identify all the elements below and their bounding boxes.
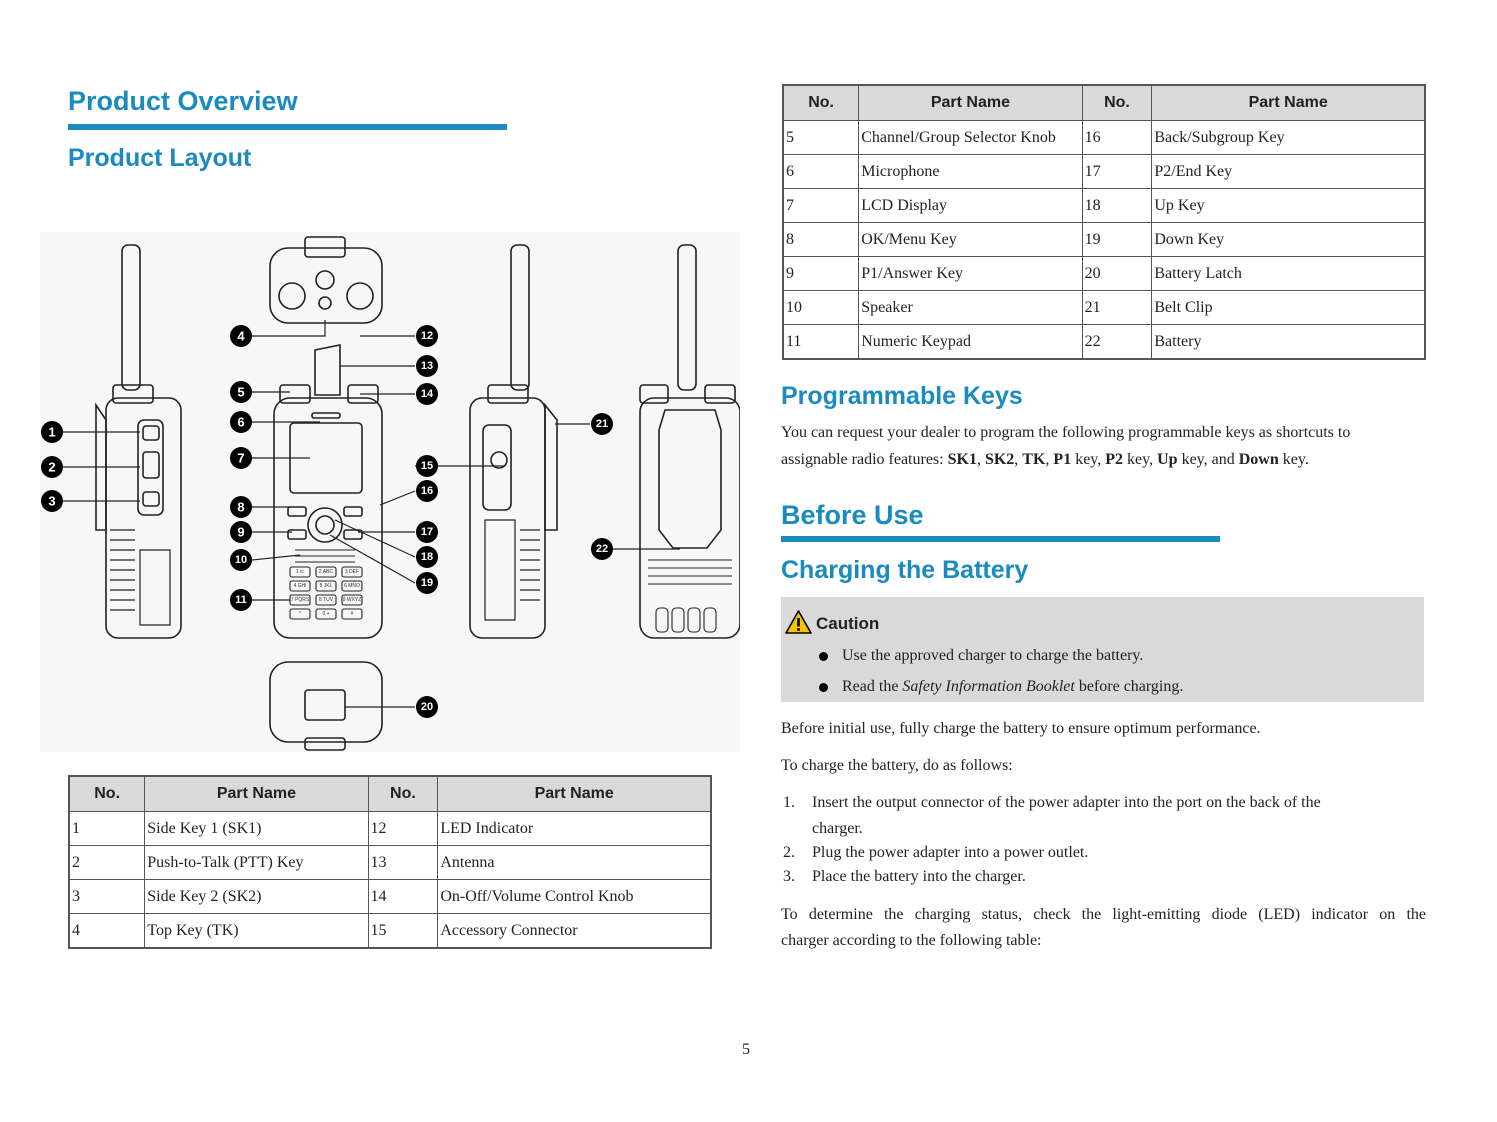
callout-label: 20 bbox=[420, 701, 434, 713]
table-cell: Top Key (TK) bbox=[145, 914, 368, 949]
table-cell: 18 bbox=[1082, 189, 1152, 223]
table-row bbox=[69, 846, 711, 880]
paragraph-initial-use: Before initial use, fully charge the battery to ensure optimum performance. bbox=[781, 720, 1261, 737]
table-row bbox=[783, 223, 1425, 257]
callout-label: 11 bbox=[235, 594, 247, 606]
col-header-no: No. bbox=[368, 776, 438, 812]
table-cell: 11 bbox=[783, 325, 859, 360]
callout-label: * bbox=[299, 611, 301, 617]
caution-bullet: Use the approved charger to charge the battery. bbox=[819, 647, 1143, 665]
callout-label: 10 bbox=[234, 554, 248, 566]
callout-label: 9 bbox=[237, 524, 245, 540]
subsection-title-product-layout: Product Layout bbox=[68, 144, 252, 172]
paragraph-charging-status: To determine the charging status, check the light-emitting diode (LED) indicator on the charger according to the following table: bbox=[781, 906, 1426, 949]
section-rule bbox=[781, 536, 1220, 542]
table-header-row bbox=[69, 776, 711, 812]
callout-label: 1 bbox=[48, 424, 56, 440]
table-cell: 22 bbox=[1082, 325, 1152, 360]
table-cell: Down Key bbox=[1152, 223, 1425, 257]
radio-layout-diagram bbox=[40, 230, 740, 755]
section-title-programmable-keys: Programmable Keys bbox=[781, 382, 1023, 410]
table-cell: Side Key 1 (SK1) bbox=[145, 812, 368, 846]
callout-label: 22 bbox=[595, 543, 609, 555]
table-cell: 1 bbox=[69, 812, 145, 846]
programmable-keys-text: You can request your dealer to program the following programmable keys as shortcuts to assignable radio features: SK1, SK2, TK, P1 key, P2 key, Up key, and Down key. bbox=[781, 424, 1351, 468]
callout-label: 14 bbox=[420, 388, 434, 400]
page-number: 5 bbox=[742, 1041, 750, 1058]
callout-label: 4 bbox=[237, 328, 245, 344]
table-cell: 19 bbox=[1082, 223, 1152, 257]
callout-label: 0 + bbox=[322, 611, 330, 617]
table-cell: 10 bbox=[783, 291, 859, 325]
table-cell: Battery bbox=[1152, 325, 1425, 360]
table-row bbox=[783, 121, 1425, 155]
table-cell: Belt Clip bbox=[1152, 291, 1425, 325]
table-header-row bbox=[783, 85, 1425, 121]
callout-label: 6 bbox=[237, 414, 245, 430]
table-cell: Push-to-Talk (PTT) Key bbox=[145, 846, 368, 880]
table-cell: 9 bbox=[783, 257, 859, 291]
table-row bbox=[69, 880, 711, 914]
table-cell: 4 bbox=[69, 914, 145, 949]
table-row bbox=[783, 189, 1425, 223]
callout-label: 5 JKL bbox=[319, 583, 333, 589]
table-cell: Side Key 2 (SK2) bbox=[145, 880, 368, 914]
table-cell: 12 bbox=[368, 812, 438, 846]
callout-label: 4 GHI bbox=[293, 583, 307, 589]
table-cell: P2/End Key bbox=[1152, 155, 1425, 189]
bullet-icon bbox=[819, 652, 828, 661]
table-cell: OK/Menu Key bbox=[859, 223, 1082, 257]
table-row bbox=[69, 914, 711, 949]
callout-label: 9 WXYZ bbox=[342, 597, 362, 603]
callout-label: 2 ABC bbox=[318, 569, 334, 575]
callout-label: 3 DEF bbox=[344, 569, 360, 575]
table-cell: 7 bbox=[783, 189, 859, 223]
callout-label: 3 bbox=[48, 493, 56, 509]
callout-label: 18 bbox=[420, 551, 434, 563]
table-row bbox=[783, 291, 1425, 325]
table-cell: 20 bbox=[1082, 257, 1152, 291]
caution-box bbox=[781, 597, 1424, 702]
col-header-no: No. bbox=[69, 776, 145, 812]
callout-label: 19 bbox=[420, 577, 434, 589]
table-cell: Speaker bbox=[859, 291, 1082, 325]
table-cell: Channel/Group Selector Knob bbox=[859, 121, 1082, 155]
callout-label: 7 bbox=[237, 450, 245, 466]
col-header-part-name: Part Name bbox=[145, 776, 368, 812]
col-header-no: No. bbox=[1082, 85, 1152, 121]
parts-table-left bbox=[68, 775, 712, 949]
list-item-step-3: 3. Place the battery into the charger. bbox=[783, 868, 1026, 885]
table-cell: 2 bbox=[69, 846, 145, 880]
callout-label: 8 TUV bbox=[318, 597, 334, 603]
section-title-before-use: Before Use bbox=[781, 500, 924, 530]
section-title-product-overview: Product Overview bbox=[68, 86, 298, 116]
callout-label: # bbox=[350, 611, 354, 617]
callout-label: 8 bbox=[237, 499, 245, 515]
table-cell: On-Off/Volume Control Knob bbox=[438, 880, 711, 914]
table-cell: Battery Latch bbox=[1152, 257, 1425, 291]
list-item-step-1: 1. Insert the output connector of the power adapter into the port on the back of the charger. bbox=[783, 794, 1321, 837]
table-cell: 17 bbox=[1082, 155, 1152, 189]
table-cell: 8 bbox=[783, 223, 859, 257]
table-cell: 6 bbox=[783, 155, 859, 189]
callout-label: 1 ic bbox=[296, 569, 304, 575]
table-cell: Up Key bbox=[1152, 189, 1425, 223]
table-cell: 15 bbox=[368, 914, 438, 949]
table-cell: P1/Answer Key bbox=[859, 257, 1082, 291]
table-row bbox=[69, 812, 711, 846]
list-item-step-2: 2. Plug the power adapter into a power outlet. bbox=[783, 844, 1089, 861]
callout-label: 17 bbox=[420, 526, 434, 538]
col-header-part-name: Part Name bbox=[1152, 85, 1425, 121]
table-cell: Back/Subgroup Key bbox=[1152, 121, 1425, 155]
callout-label: 12 bbox=[420, 330, 434, 342]
section-rule bbox=[68, 124, 507, 130]
parts-table-right bbox=[782, 84, 1426, 360]
table-cell: Numeric Keypad bbox=[859, 325, 1082, 360]
caution-bullet: Read the Safety Information Booklet before charging. bbox=[819, 678, 1183, 696]
callout-label: 15 bbox=[420, 460, 434, 472]
subsection-title-charging-battery: Charging the Battery bbox=[781, 556, 1029, 584]
table-row bbox=[783, 257, 1425, 291]
table-row bbox=[783, 155, 1425, 189]
callout-label: 5 bbox=[237, 384, 245, 400]
table-cell: 21 bbox=[1082, 291, 1152, 325]
caution-title: Caution bbox=[816, 614, 880, 633]
col-header-part-name: Part Name bbox=[438, 776, 711, 812]
callout-label: 16 bbox=[420, 485, 434, 497]
table-row bbox=[783, 325, 1425, 360]
paragraph-charge-steps-intro: To charge the battery, do as follows: bbox=[781, 757, 1013, 774]
table-cell: LCD Display bbox=[859, 189, 1082, 223]
table-cell: 14 bbox=[368, 880, 438, 914]
callout-label: 13 bbox=[420, 360, 434, 372]
callout-label: 2 bbox=[48, 459, 56, 475]
table-cell: 13 bbox=[368, 846, 438, 880]
callout-label: 7 PQRS bbox=[290, 597, 310, 603]
table-cell: LED Indicator bbox=[438, 812, 711, 846]
table-cell: 5 bbox=[783, 121, 859, 155]
callout-label: 21 bbox=[595, 418, 609, 430]
callout-label: 6 MNO bbox=[344, 583, 360, 589]
warning-icon bbox=[785, 610, 812, 634]
table-cell: Microphone bbox=[859, 155, 1082, 189]
table-cell: Antenna bbox=[438, 846, 711, 880]
table-cell: Accessory Connector bbox=[438, 914, 711, 949]
table-cell: 16 bbox=[1082, 121, 1152, 155]
table-cell: 3 bbox=[69, 880, 145, 914]
col-header-no: No. bbox=[783, 85, 859, 121]
col-header-part-name: Part Name bbox=[859, 85, 1082, 121]
bullet-icon bbox=[819, 683, 828, 692]
